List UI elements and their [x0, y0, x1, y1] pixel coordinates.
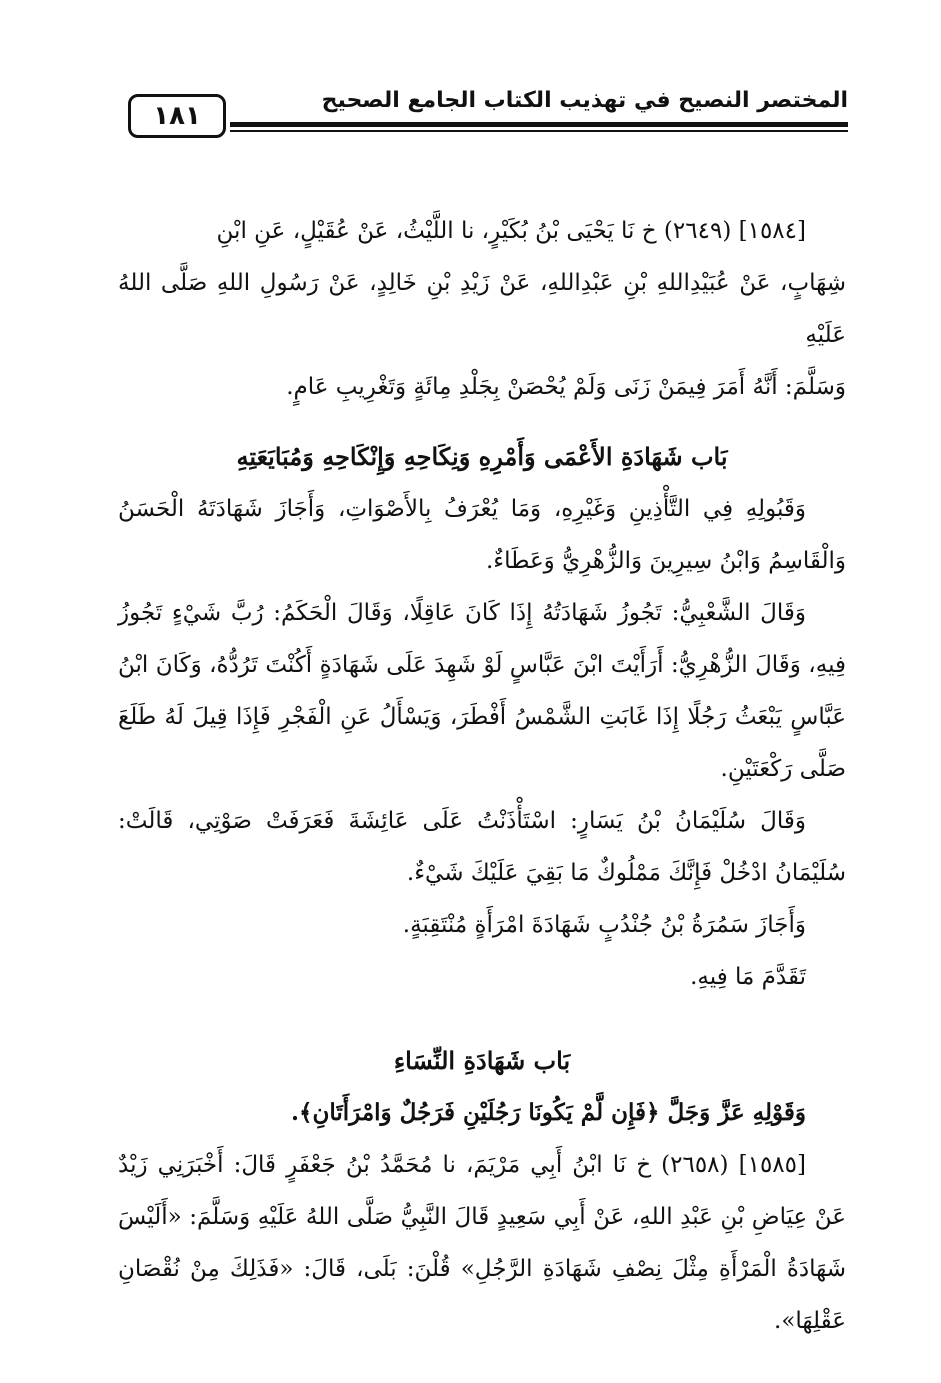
hadith-1584-line-3: وَسَلَّمَ: أَنَّهُ أَمَرَ فِيمَنْ زَنَى وَلَمْ يُحْصَنْ بِجَلْدِ مِائَةٍ وَتَغْرِيبِ عَامٍ.	[286, 374, 846, 400]
chapter-1-paragraph-1: وَقَبُولِهِ فِي التَّأْذِينِ وَغَيْرِهِ، وَمَا يُعْرَفُ بِالأَصْوَاتِ، وَأَجَازَ شَهَادَتَهُ الْحَسَنُ وَالْقَاسِمُ وَابْنُ سِيرِينَ وَالزُّهْرِيُّ وَعَطَاءٌ.	[118, 496, 846, 574]
quran-verse-line: وَقَوْلِهِ عَزَّ وَجَلَّ ﴿فَإِن لَّمْ يَكُونَا رَجُلَيْنِ فَرَجُلٌ وَامْرَأَتَانِ﴾.	[290, 1099, 806, 1126]
chapter-1-paragraph-3: وَقَالَ سُلَيْمَانُ بْنُ يَسَارٍ: اسْتَأْذَنْتُ عَلَى عَائِشَةَ فَعَرَفَتْ صَوْتِي، قَالَتْ: سُلَيْمَانُ ادْخُلْ فَإِنَّكَ مَمْلُوكٌ مَا بَقِيَ عَلَيْكَ شَيْءٌ.	[118, 808, 846, 886]
chapter-heading-blind-testimony: بَاب شَهَادَةِ الأَعْمَى وَأَمْرِهِ وَنِكَاحِهِ وَإِنْكَاحِهِ وَمُبَايَعَتِهِ	[236, 442, 728, 471]
chapter-1-paragraph-2: وَقَالَ الشَّعْبِيُّ: تَجُوزُ شَهَادَتُهُ إِذَا كَانَ عَاقِلًا، وَقَالَ الْحَكَمُ: رُبَّ شَيْءٍ تَجُوزُ فِيهِ، وَقَالَ الزُّهْرِيُّ: أَرَأَيْتَ ابْنَ عَبَّاسٍ لَوْ شَهِدَ عَلَى شَهَادَةٍ أَكُنْتَ تَرُدُّهُ، وَكَانَ ابْنُ عَبَّاسٍ يَبْعَثُ رَجُلًا إِذَا غَابَتِ الشَّمْسُ أَفْطَرَ، وَيَسْأَلُ عَنِ الْفَجْرِ فَإِذَا قِيلَ لَهُ طَلَعَ صَلَّى رَكْعَتَيْنِ.	[118, 600, 846, 782]
chapter-1-paragraph-4: وَأَجَازَ سَمُرَةُ بْنُ جُنْدُبٍ شَهَادَةَ امْرَأَةٍ مُنْتَقِبَةٍ.	[402, 912, 806, 938]
header-rule-thin	[230, 130, 848, 132]
hadith-1584-line-2: شِهَابٍ، عَنْ عُبَيْدِاللهِ بْنِ عَبْدِاللهِ، عَنْ زَيْدِ بْنِ خَالِدٍ، عَنْ رَسُولِ اللهِ صَلَّى اللهُ عَلَيْهِ	[118, 270, 846, 348]
spacer	[118, 413, 846, 431]
book-title: المختصر النصيح في تهذيب الكتاب الجامع الصحيح	[321, 88, 848, 113]
hadith-1585: [١٥٨٥] (٢٦٥٨) خ نَا ابْنُ أَبِي مَرْيَمَ، نا مُحَمَّدُ بْنُ جَعْفَرٍ قَالَ: أَخْبَرَنِي زَيْدٌ عَنْ عِيَاضِ بْنِ عَبْدِ اللهِ، عَنْ أَبِي سَعِيدٍ قَالَ النَّبِيُّ صَلَّى اللهُ عَلَيْهِ وَسَلَّمَ: «أَلَيْسَ شَهَادَةُ الْمَرْأَةِ مِثْلَ نِصْفِ شَهَادَةِ الرَّجُلِ» قُلْنَ: بَلَى، قَالَ: «فَذَلِكَ مِنْ نُقْصَانِ عَقْلِهَا».	[118, 1152, 846, 1334]
page-number: ١٨١	[153, 101, 201, 131]
chapter-heading-women-testimony: بَاب شَهَادَةِ النِّسَاءِ	[393, 1046, 571, 1075]
header-rule-thick	[230, 122, 848, 127]
page-header	[122, 86, 848, 148]
hadith-1584	[118, 205, 846, 413]
hadith-1584-line-1: [١٥٨٤] (٢٦٤٩) خ نَا يَحْيَى بْنُ بُكَيْرٍ، نا اللَّيْثُ، عَنْ عُقَيْلٍ، عَنِ ابْنِ	[216, 218, 806, 244]
chapter-1-paragraph-5: تَقَدَّمَ مَا فِيهِ.	[690, 964, 806, 990]
page-body	[118, 205, 846, 1347]
spacer	[118, 1003, 846, 1035]
page-number-box	[128, 94, 226, 138]
